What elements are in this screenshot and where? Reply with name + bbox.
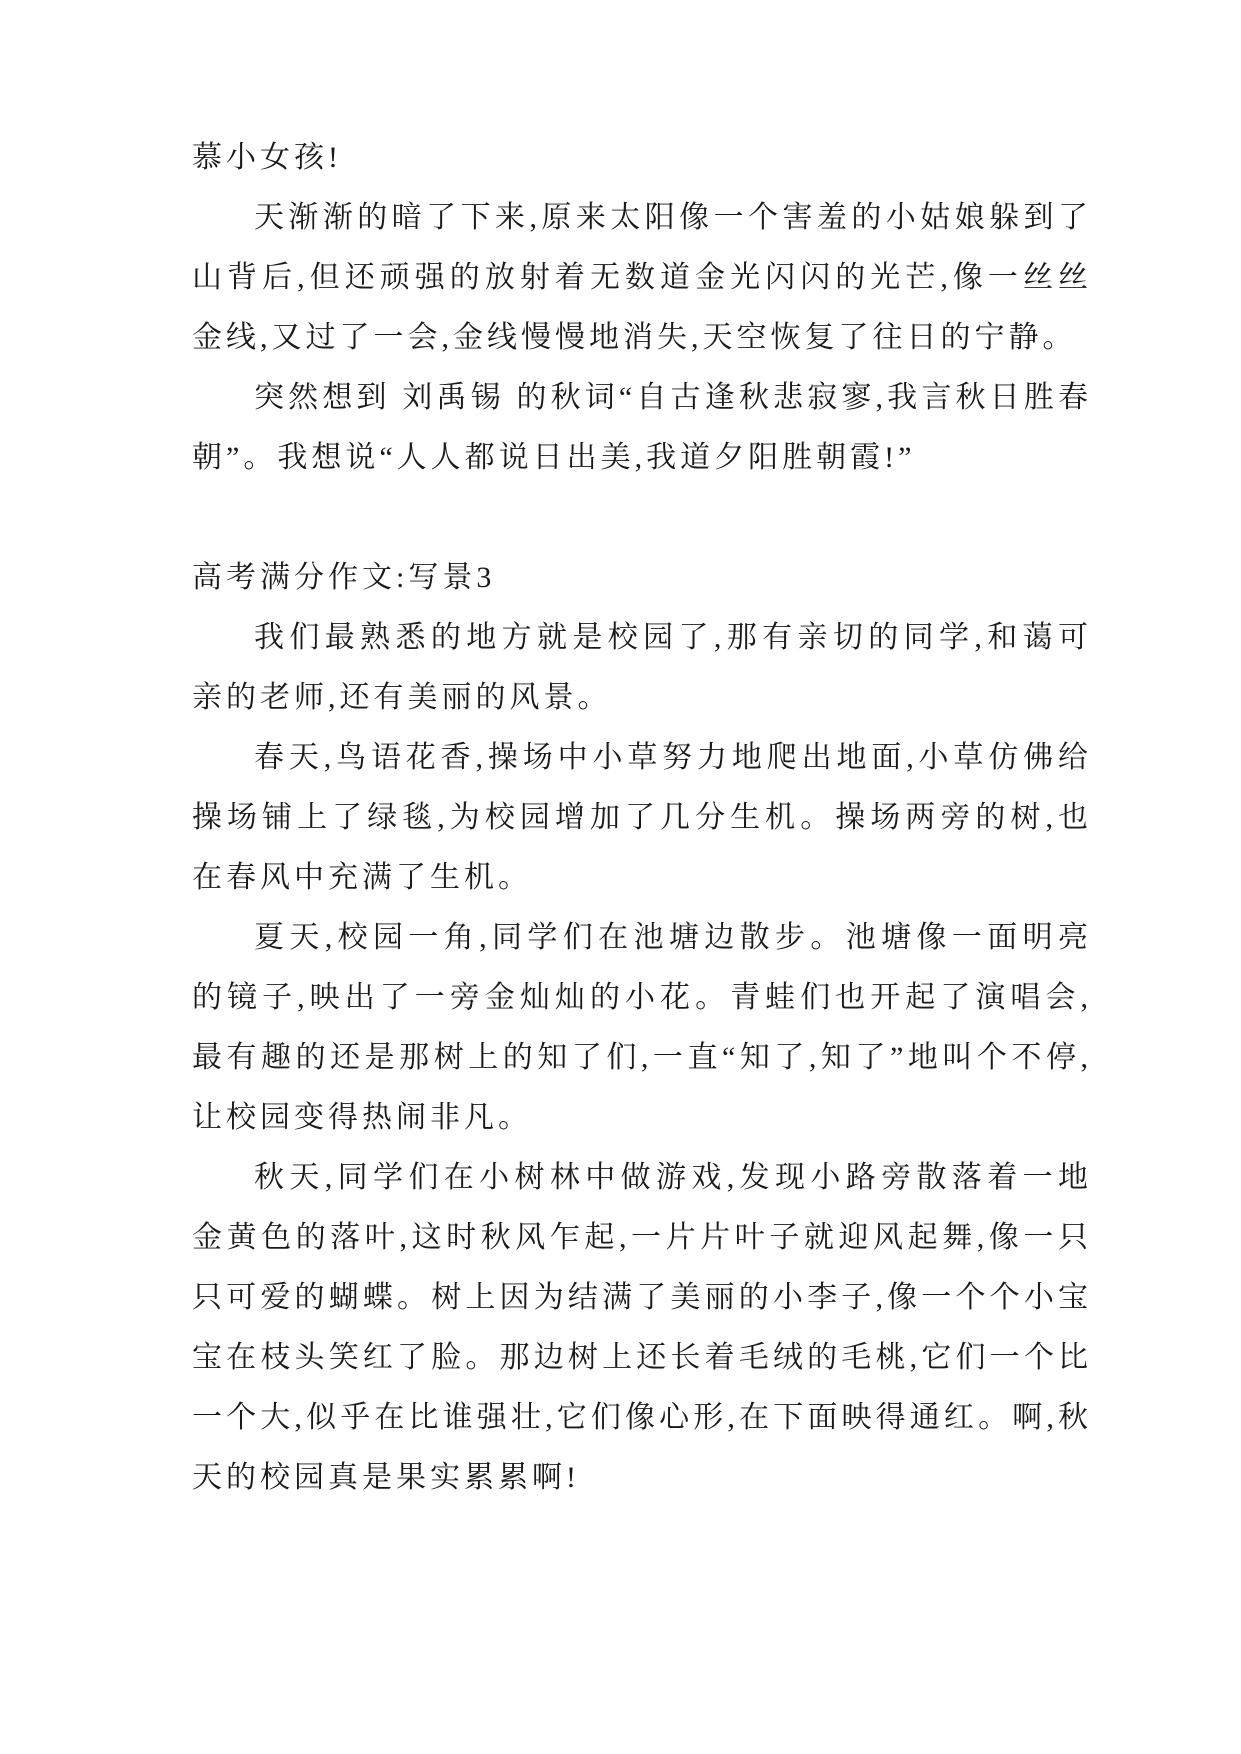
document-content	[192, 128, 1092, 1508]
essay-heading: 高考满分作文:写景3	[192, 561, 496, 594]
paragraph-summer: 夏天,校园一角,同学们在池塘边散步。池塘像一面明亮的镜子,映出了一旁金灿灿的小花。青蛙们也开起了演唱会,最有趣的还是那树上的知了们,一直“知了,知了”地叫个不停,让校园变得热闹非凡。	[192, 921, 1092, 1134]
paragraph-continuation: 慕小女孩!	[192, 141, 342, 174]
paragraph-campus-intro: 我们最熟悉的地方就是校园了,那有亲切的同学,和蔼可亲的老师,还有美丽的风景。	[192, 621, 1092, 714]
paragraph-autumn: 秋天,同学们在小树林中做游戏,发现小路旁散落着一地金黄色的落叶,这时秋风乍起,一片片叶子就迎风起舞,像一只只可爱的蝴蝶。树上因为结满了美丽的小李子,像一个个小宝宝在枝头笑红了脸。那边树上还长着毛绒的毛桃,它们一个比一个大,似乎在比谁强壮,它们像心形,在下面映得通红。啊,秋天的校园真是果实累累啊!	[192, 1161, 1092, 1494]
paragraph-quote: 突然想到 刘禹锡 的秋词“自古逢秋悲寂寥,我言秋日胜春朝”。我想说“人人都说日出美,我道夕阳胜朝霞!”	[192, 381, 1092, 474]
paragraph-spring: 春天,鸟语花香,操场中小草努力地爬出地面,小草仿佛给操场铺上了绿毯,为校园增加了几分生机。操场两旁的树,也在春风中充满了生机。	[192, 741, 1092, 894]
paragraph-sunset: 天渐渐的暗了下来,原来太阳像一个害羞的小姑娘躲到了山背后,但还顽强的放射着无数道金光闪闪的光芒,像一丝丝金线,又过了一会,金线慢慢地消失,天空恢复了往日的宁静。	[192, 201, 1092, 354]
